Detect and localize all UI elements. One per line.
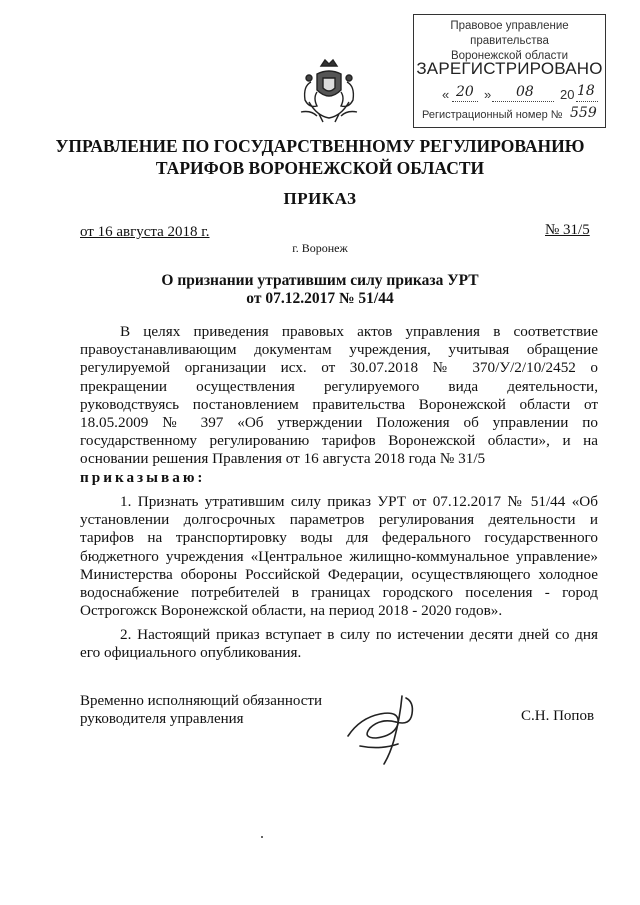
handwritten-signature-icon [340,688,450,768]
signatory-position [80,692,322,728]
signatory-position-line2: руководителя управления [80,711,244,727]
signatory-name: С.Н. Попов [521,708,595,724]
signature-drawing [340,688,450,768]
issuer-title-line2: ТАРИФОВ ВОРОНЕЖСКОЙ ОБЛАСТИ [155,158,485,178]
subject-line1: О признании утратившим силу приказа УРТ [161,272,479,289]
order-item-1: 1. Признать утратившим силу приказ УРТ от 07.12.2017 № 51/44 «Об установлении долгосрочных параметров регулирования деятельности и тарифов на транспортировку воды для федерального государственного бюджетного учреждения «Центральное жилищно-коммунальное управление» Министерства обороны Российской Федерации, осуществляющего холодное водоснабжение потребителей в границах городского поселения - город Острогожск Воронежской области, на период 2018 - 2020 годов». [80,493,598,620]
emblem-drawing [297,56,361,128]
stamp-year-suffix: 18 [577,83,595,99]
stamp-day-underline [452,101,478,102]
subject-line2: от 07.12.2017 № 51/44 [246,290,394,307]
stamp-reg-number [422,105,599,121]
document-number: № 31/5 [545,222,590,238]
document-city: г. Воронеж [292,241,348,255]
stamp-quote-open: « [442,87,450,102]
stamp-year-prefix: 20 [560,87,575,102]
stamp-year-underline [576,101,598,102]
stamp-quote-close: » [484,87,492,102]
stamp-reg-number-label: Регистрационный номер № [422,109,563,121]
order-item-2: 2. Настоящий приказ вступает в силу по истечении десяти дней со дня его официального опубликования. [80,626,598,662]
issuer-title-line1: УПРАВЛЕНИЕ ПО ГОСУДАРСТВЕННОМУ РЕГУЛИРОВАНИЮ [55,136,585,156]
stamp-month-underline [492,101,554,102]
stamp-month: 08 [516,84,534,100]
stamp-day: 20 [456,84,474,100]
document-type: ПРИКАЗ [283,189,357,208]
scan-speck [261,836,263,838]
coat-of-arms-icon [297,56,361,128]
preamble-paragraph: В целях приведения правовых актов управления в соответствие правоустанавливающим документам учреждения, учитывая обращение регулируемой организации исх. от 30.07.2018 № 370/У/2/10/2452 о прекращении осуществления регулируемого вида деятельности, руководствуясь постановлением правительства Воронежской области от 18.05.2009 № 397 «Об утверждении Положения об управлении по государственному регулированию тарифов Воронежской области», и на основании решения Правления от 16 августа 2018 года № 31/5 [80,323,598,468]
stamp-organization [414,19,605,64]
stamp-registered-label: ЗАРЕГИСТРИРОВАНО [416,59,603,78]
registration-stamp [413,14,606,128]
stamp-date [422,83,597,105]
signatory-position-line1: Временно исполняющий обязанности [80,693,323,709]
order-word: приказываю: [80,469,206,486]
stamp-org-line2: Воронежской области [450,50,569,62]
document-date: от 16 августа 2018 г. [80,224,210,240]
stamp-reg-number-value: 559 [570,105,597,121]
document-subject [80,272,560,308]
issuer-title [40,135,600,179]
stamp-org-line1: Правовое управление правительства [450,20,569,47]
